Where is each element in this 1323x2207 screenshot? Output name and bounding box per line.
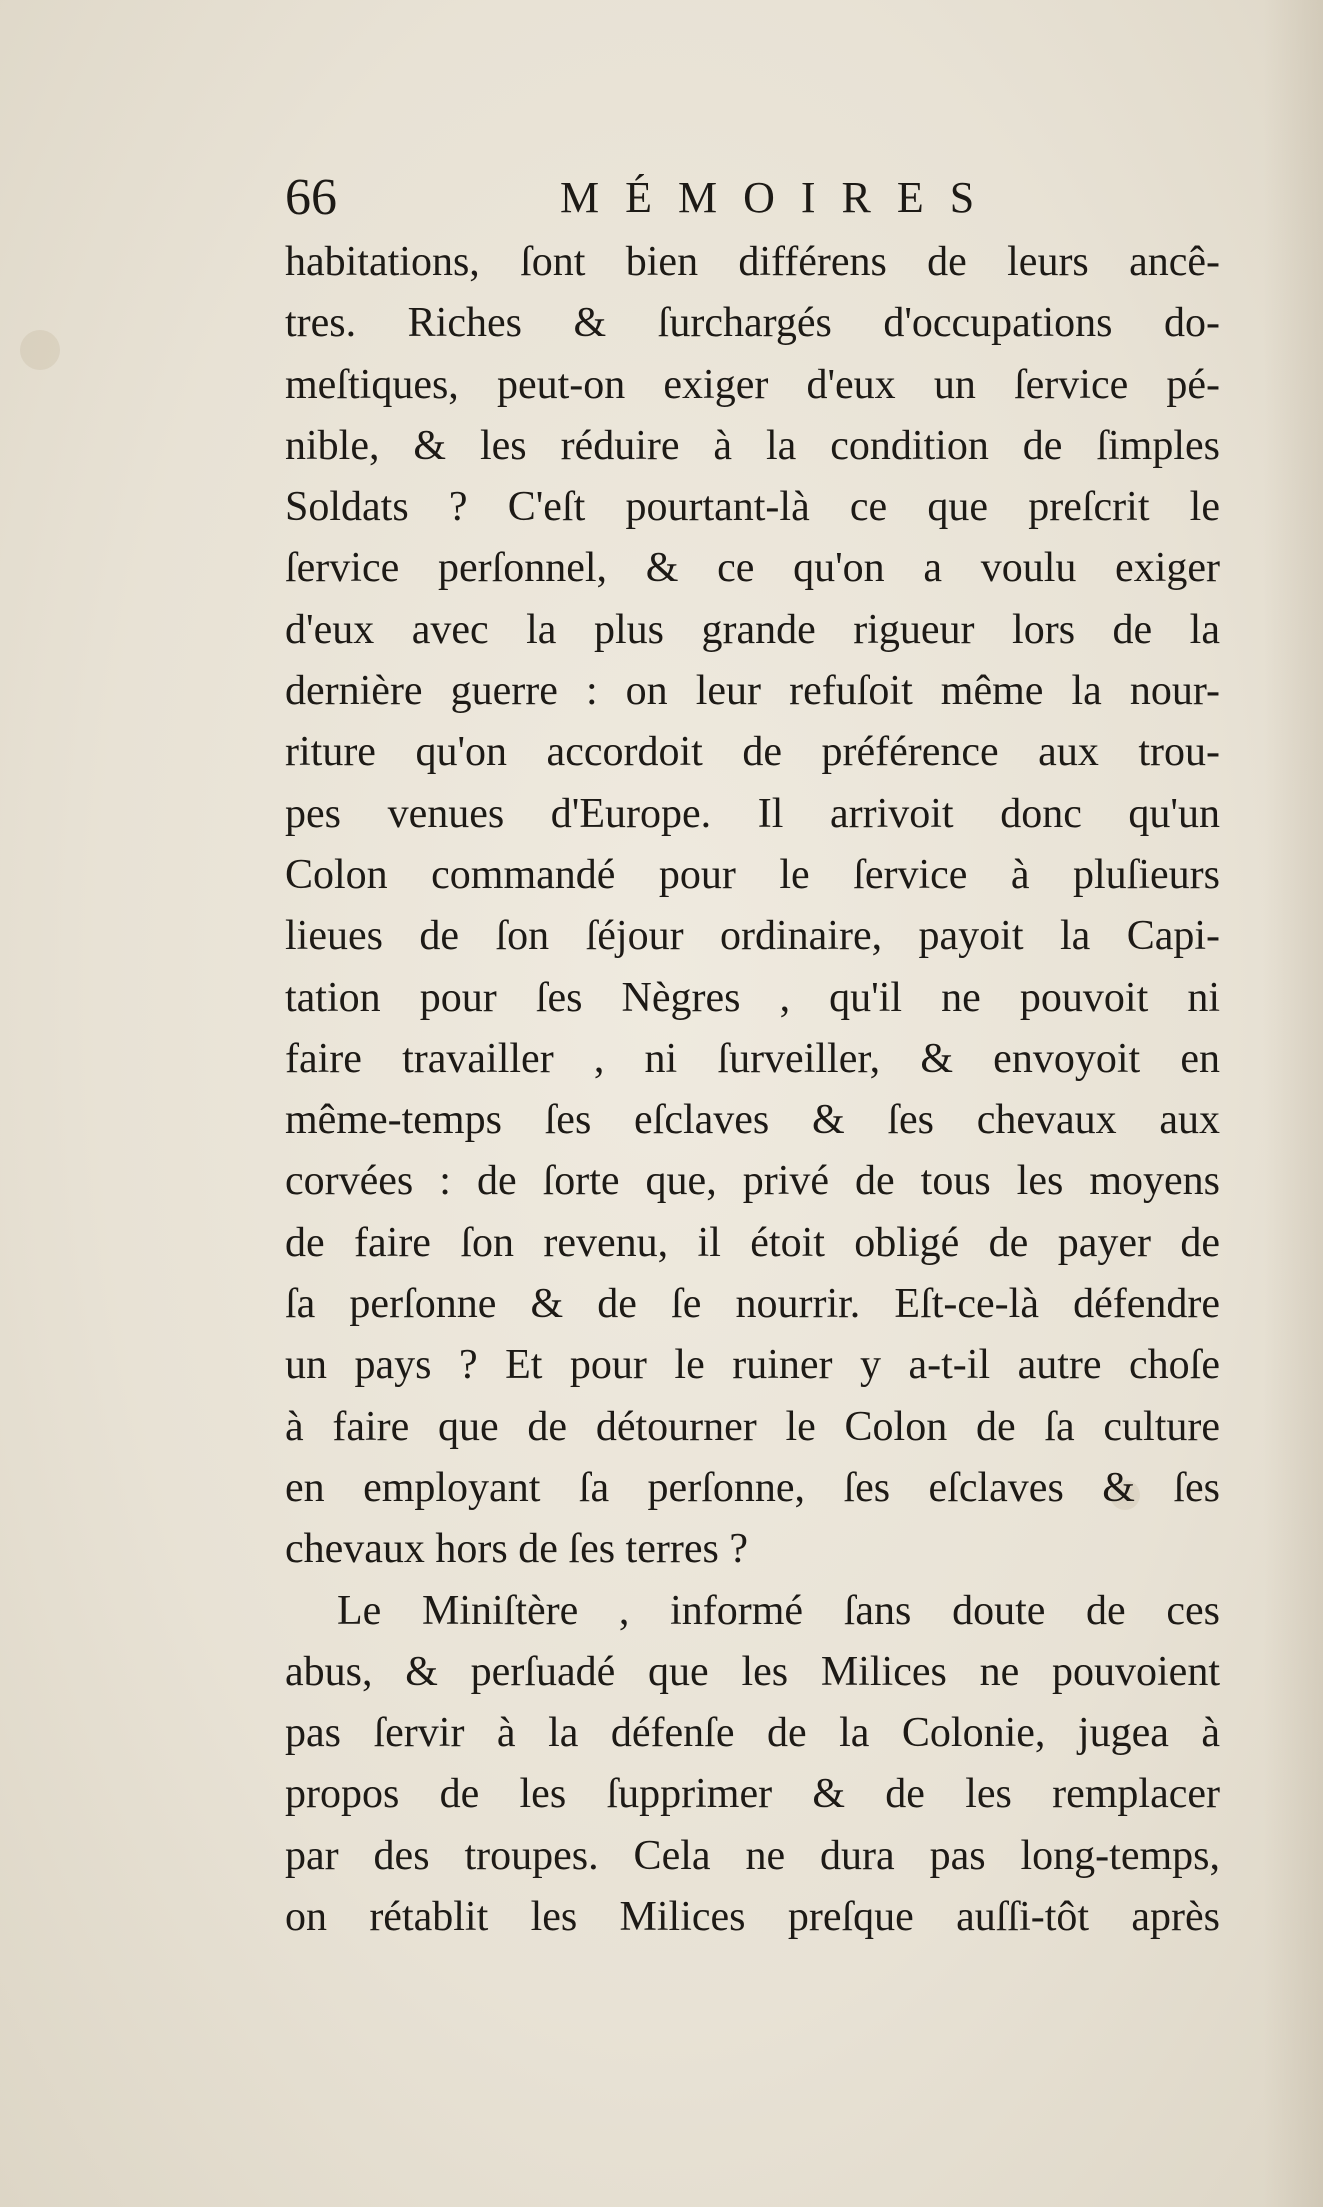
text-line: propos de les ſupprimer & de les remplacer (285, 1771, 1220, 1818)
text-line: faire travailler , ni ſurveiller, & envoyoit en (285, 1035, 1220, 1082)
text-line: de faire ſon revenu, il étoit obligé de payer de (285, 1219, 1220, 1266)
text-line: tation pour ſes Nègres , qu'il ne pouvoit ni (285, 974, 1220, 1021)
text-line: riture qu'on accordoit de préférence aux trou- (285, 729, 1220, 776)
text-line: d'eux avec la plus grande rigueur lors de la (285, 606, 1220, 653)
text-line: abus, & perſuadé que les Milices ne pouvoient (285, 1648, 1220, 1695)
text-line: nible, & les réduire à la condition de ſimples (285, 422, 1220, 469)
text-line: lieues de ſon ſéjour ordinaire, payoit la Capi- (285, 913, 1220, 960)
text-line: pas ſervir à la défenſe de la Colonie, jugea à (285, 1710, 1220, 1757)
paragraph-last-line: chevaux hors de ſes terres ? (285, 1526, 748, 1573)
text-line: ſa perſonne & de ſe nourrir. Eſt-ce-là défendre (285, 1281, 1220, 1328)
page-edge-shadow (1263, 0, 1323, 2207)
text-line: pes venues d'Europe. Il arrivoit donc qu'un (285, 790, 1220, 837)
paper-stain (20, 330, 60, 370)
text-line: ſervice perſonnel, & ce qu'on a voulu exiger (285, 545, 1220, 592)
running-head: MÉMOIRES (560, 173, 1001, 222)
text-line: même-temps ſes eſclaves & ſes chevaux aux (285, 1097, 1220, 1144)
text-line: habitations, ſont bien différens de leurs ancê- (285, 239, 1220, 285)
body-text (285, 232, 1220, 1948)
text-line: on rétablit les Milices preſque auſſi-tôt après (285, 1894, 1220, 1941)
text-line: en employant ſa perſonne, ſes eſclaves & ſes (285, 1464, 1220, 1511)
text-line: dernière guerre : on leur refuſoit même la nour- (285, 668, 1220, 715)
text-line: Colon commandé pour le ſervice à pluſieurs (285, 851, 1220, 898)
page-header (285, 158, 1235, 238)
text-line: Soldats ? C'eſt pourtant-là ce que preſcrit le (285, 484, 1220, 531)
text-line: à faire que de détourner le Colon de ſa culture (285, 1403, 1220, 1450)
text-line: tres. Riches & ſurchargés d'occupations do- (285, 300, 1220, 347)
page-number: 66 (285, 169, 337, 226)
text-line: par des troupes. Cela ne dura pas long-temps, (285, 1832, 1220, 1879)
paragraph-first-line: Le Miniſtère , informé ſans doute de ces (337, 1587, 1220, 1634)
text-line: corvées : de ſorte que, privé de tous les moyens (285, 1158, 1220, 1205)
text-line: un pays ? Et pour le ruiner y a-t-il autre choſe (285, 1342, 1220, 1389)
text-line: meſtiques, peut-on exiger d'eux un ſervice pé- (285, 361, 1220, 408)
